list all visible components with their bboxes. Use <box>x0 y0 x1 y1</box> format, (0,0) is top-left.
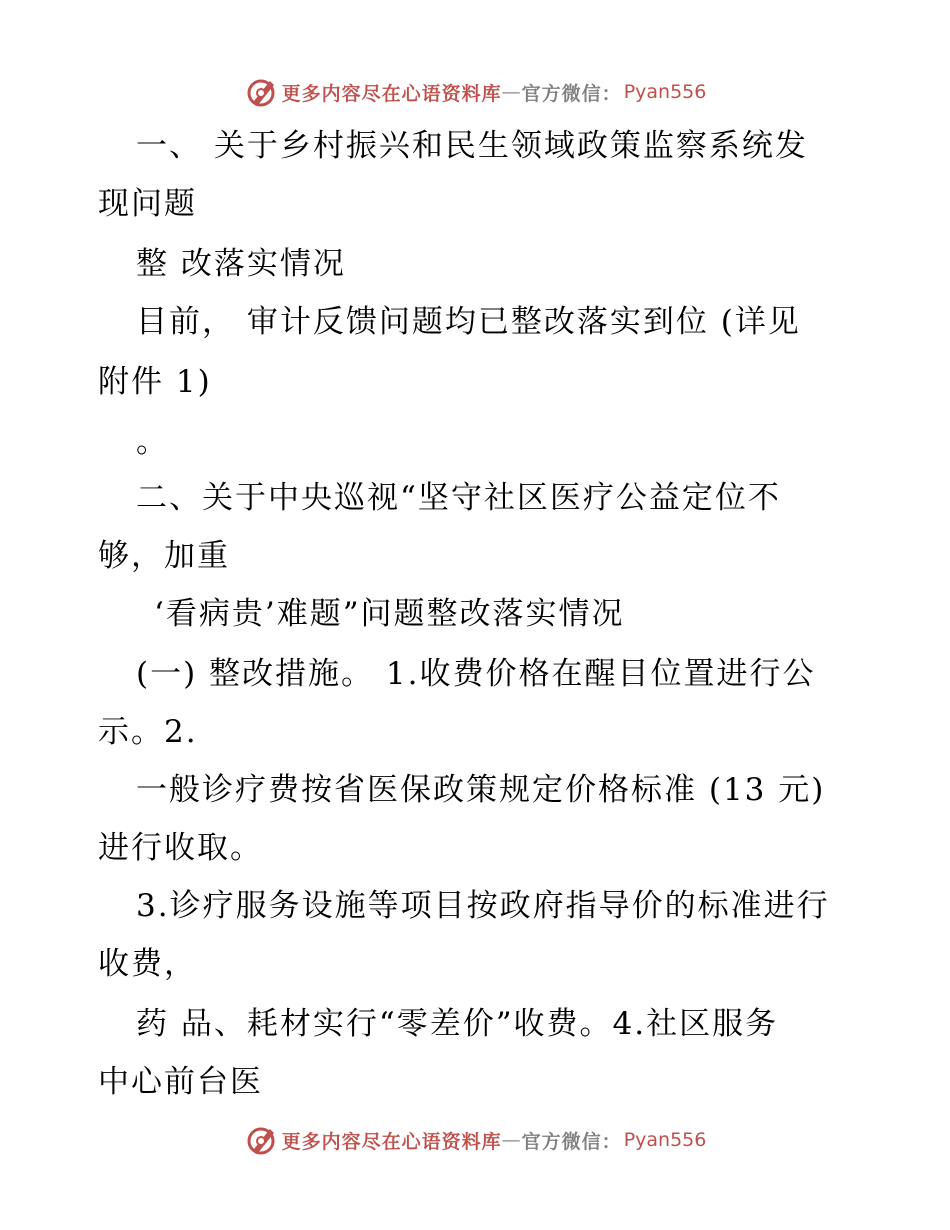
text-line: 够，加重 <box>98 538 230 574</box>
watermark-label: 官方微信： <box>521 82 622 105</box>
text-line: 进行收取。 <box>98 830 263 866</box>
watermark-brand: 更多内容尽在心语资料库 <box>281 82 502 105</box>
text-line: 中心前台医 <box>98 1064 263 1100</box>
header-watermark <box>0 72 950 112</box>
text-line: 药 品、耗材实行“零差价”收费。4.社区服务 <box>136 1006 779 1042</box>
watermark-wechat-id: Pyan556 <box>623 81 707 103</box>
footer-watermark <box>0 1120 950 1160</box>
text-line: 收费， <box>98 946 197 982</box>
watermark-brand: 更多内容尽在心语资料库 <box>281 1130 502 1153</box>
watermark-label: 官方微信： <box>521 1130 622 1153</box>
text-line: 二、关于中央巡视“坚守社区医疗公益定位不 <box>136 480 781 516</box>
watermark-separator: — <box>501 1129 522 1151</box>
text-line: (一) 整改措施。 1.收费价格在醒目位置进行公 <box>136 656 816 692</box>
watermark-separator: — <box>501 81 522 103</box>
text-line: 3.诊疗服务设施等项目按政府指导价的标准进行 <box>136 888 830 924</box>
pen-logo-icon <box>244 1123 278 1157</box>
text-line: 目前， 审计反馈问题均已整改落实到位 (详见 <box>136 304 801 340</box>
text-line: 附件 1) <box>98 364 212 400</box>
text-line: 现问题 <box>98 186 197 222</box>
text-line: ‘看病贵’难题”问题整改落实情况 <box>154 596 625 632</box>
watermark-wechat-id: Pyan556 <box>623 1129 707 1151</box>
text-line: 一般诊疗费按省医保政策规定价格标准 (13 元) <box>136 772 826 808</box>
pen-logo-icon <box>244 75 278 109</box>
text-line: 。 <box>136 424 169 460</box>
text-line: 整 改落实情况 <box>136 246 346 282</box>
text-line: 一、 关于乡村振兴和民生领域政策监察系统发 <box>136 128 808 164</box>
text-line: 示。2. <box>98 714 198 750</box>
